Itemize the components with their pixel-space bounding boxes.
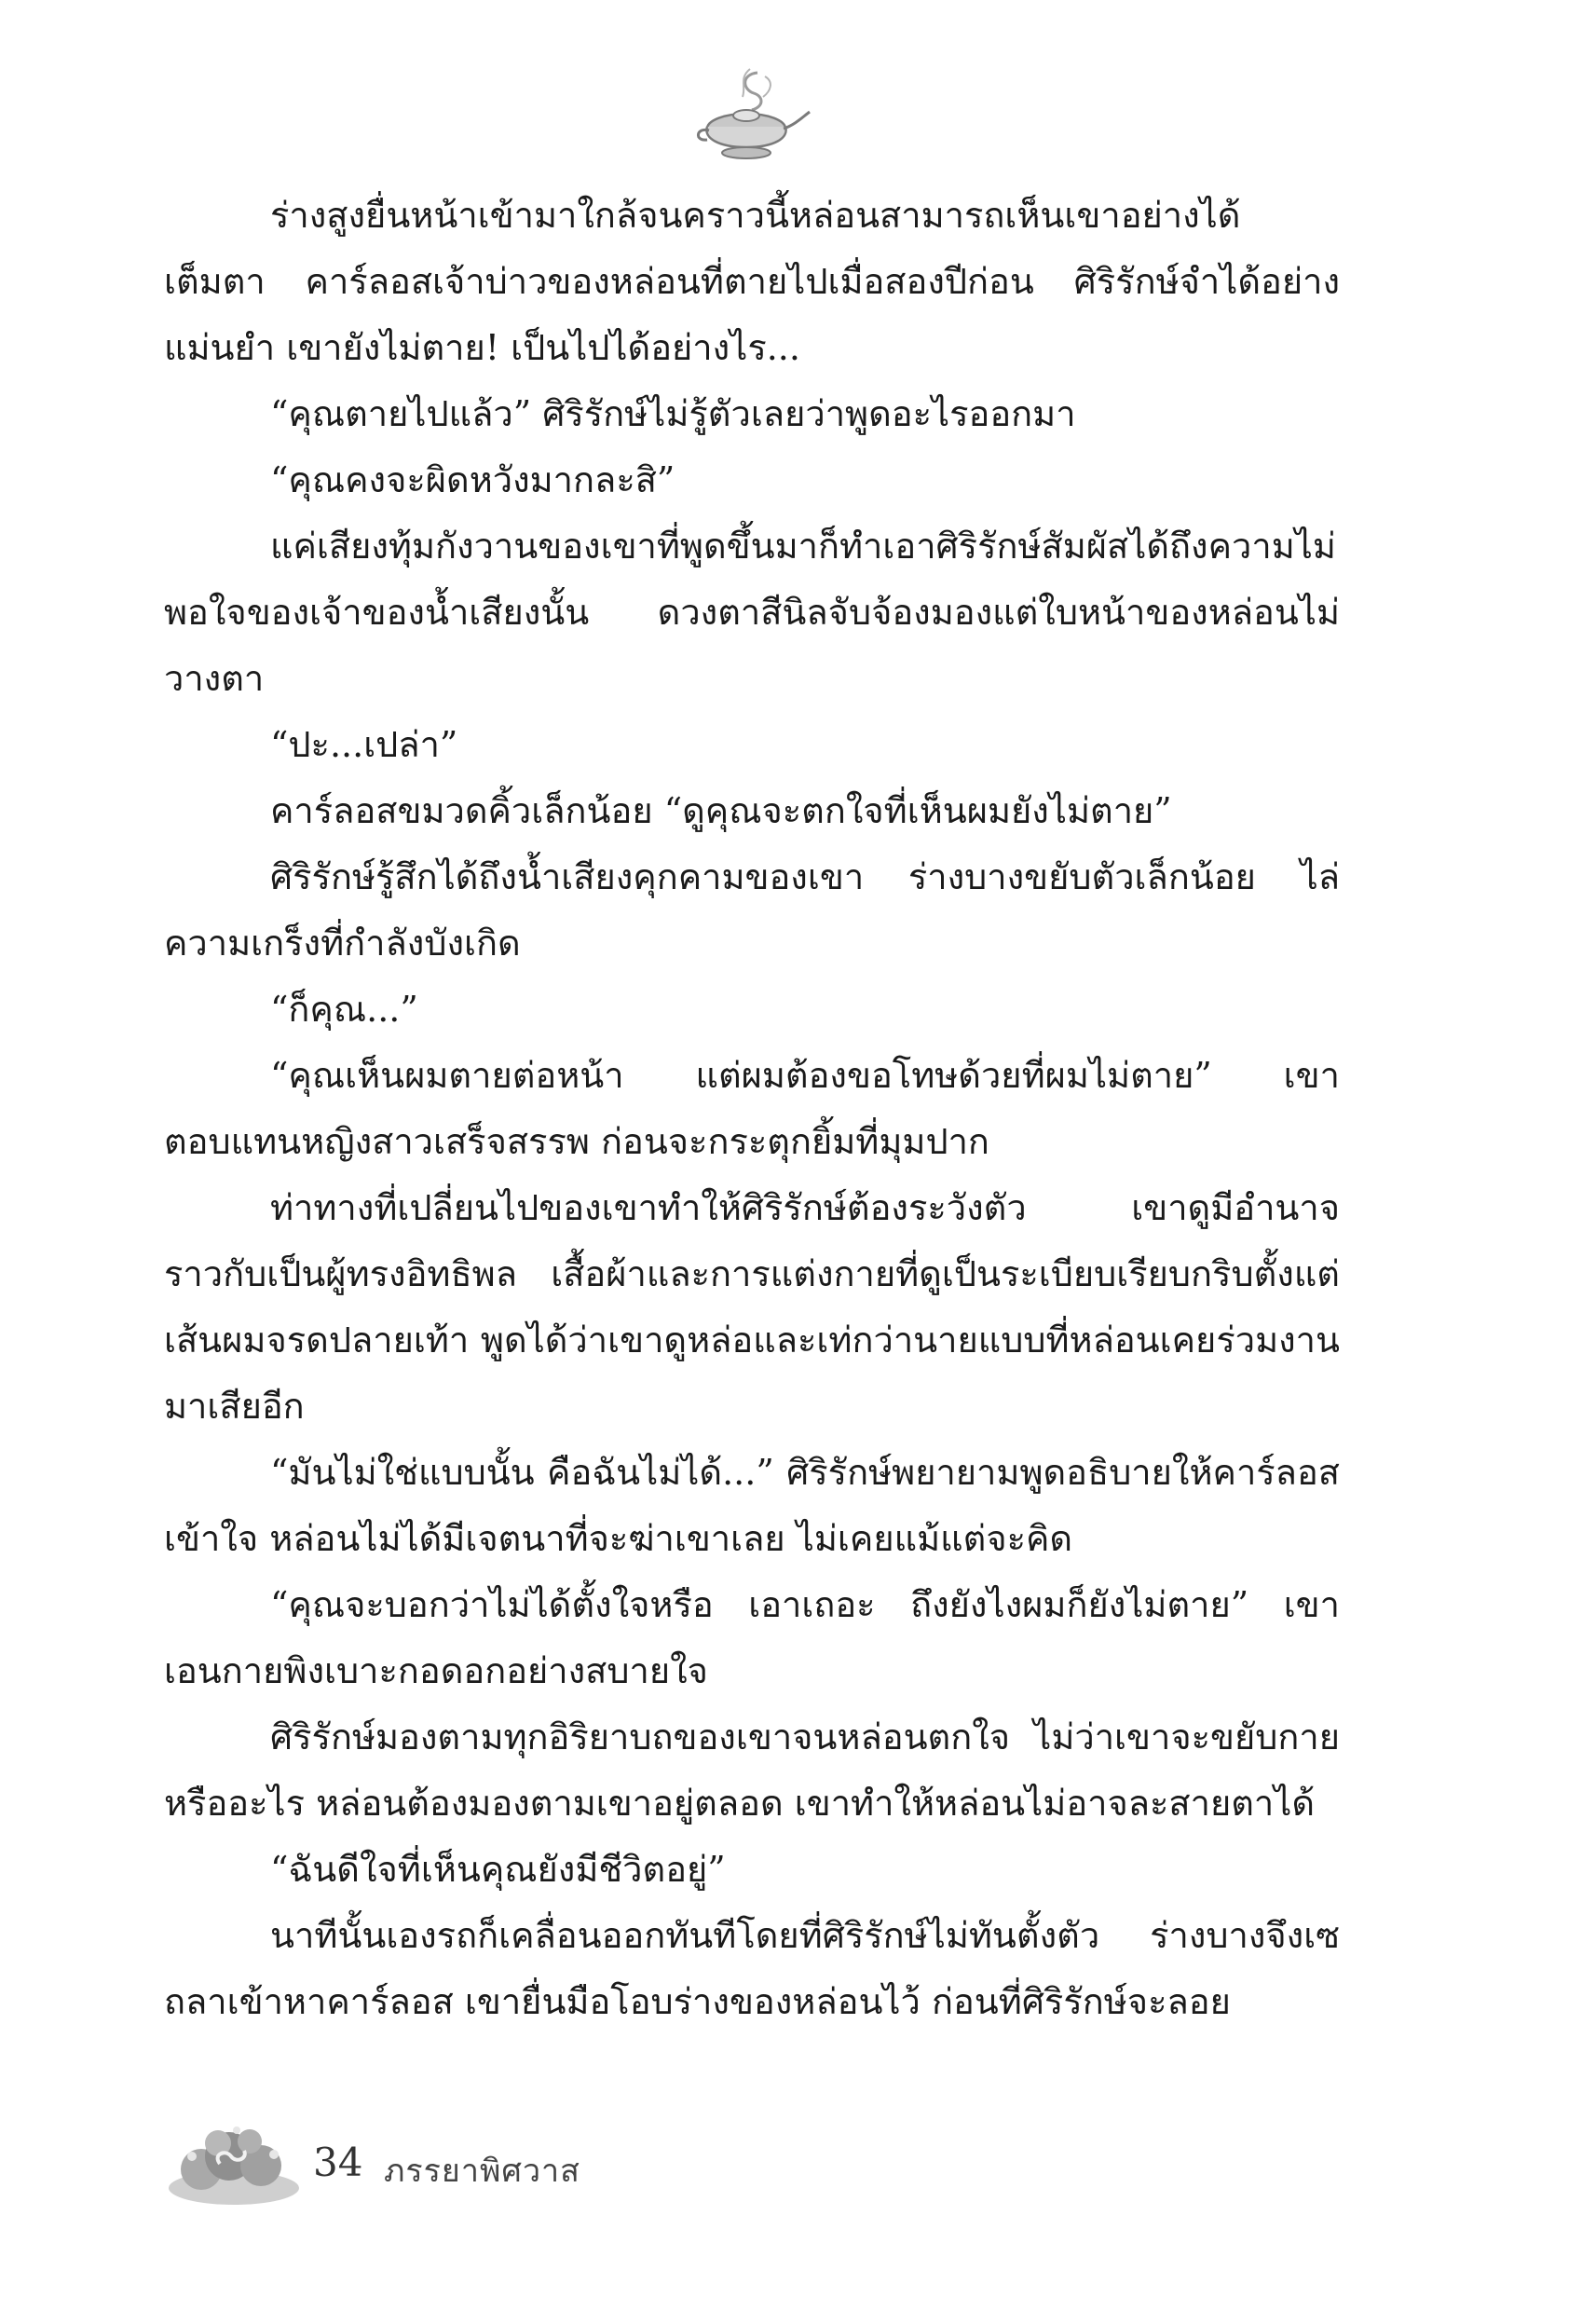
- paragraph: ท่าทางที่เปลี่ยนไปของเขาทำให้ศิริรักษ์ต้องระวังตัว เขาดูมีอำนาจราวกับเป็นผู้ทรงอิทธิพล เสื้อผ้าและการแต่งกายที่ดูเป็นระเบียบเรียบกริบตั้งแต่เส้นผมจรดปลายเท้า พูดได้ว่าเขาดูหล่อและเท่กว่านายแบบที่หล่อนเคยร่วมงานมาเสียอีก: [164, 1187, 1340, 1427]
- page-footer: [164, 2108, 909, 2210]
- paragraph: คาร์ลอสขมวดคิ้วเล็กน้อย “ดูคุณจะตกใจที่เห็นผมยังไม่ตาย”: [270, 790, 1172, 831]
- paragraph: “ปะ...เปล่า”: [270, 724, 458, 765]
- page-number: 34: [313, 2140, 363, 2185]
- paragraph: “คุณเห็นผมตายต่อหน้า แต่ผมต้องขอโทษด้วยที่ผมไม่ตาย” เขาตอบแทนหญิงสาวเสร็จสรรพ ก่อนจะกระตุกยิ้มที่มุมปาก: [164, 1055, 1340, 1162]
- paragraph: “มันไม่ใช่แบบนั้น คือฉันไม่ได้...” ศิริรักษ์พยายามพูดอธิบายให้คาร์ลอสเข้าใจ หล่อนไม่ได้มีเจตนาที่จะฆ่าเขาเลย ไม่เคยแม้แต่จะคิด: [164, 1452, 1340, 1559]
- paragraph: แค่เสียงทุ้มกังวานของเขาที่พูดขึ้นมาก็ทำเอาศิริรักษ์สัมผัสได้ถึงความไม่พอใจของเจ้าของน้ำเสียงนั้น ดวงตาสีนิลจับจ้องมองแต่ใบหน้าของหล่อนไม่วางตา: [164, 526, 1340, 699]
- paragraph: นาทีนั้นเองรถก็เคลื่อนออกทันทีโดยที่ศิริรักษ์ไม่ทันตั้งตัว ร่างบางจึงเซถลาเข้าหาคาร์ลอส เขายื่นมือโอบร่างของหล่อนไว้ ก่อนที่ศิริรักษ์จะลอย: [164, 1915, 1340, 2022]
- paragraph: “คุณจะบอกว่าไม่ได้ตั้งใจหรือ เอาเถอะ ถึงยังไงผมก็ยังไม่ตาย” เขาเอนกายพิงเบาะกอดอกอย่างสบายใจ: [164, 1584, 1340, 1691]
- genie-lamp-icon: [685, 65, 815, 168]
- paragraph: “ก็คุณ...”: [270, 989, 418, 1030]
- paragraph: ศิริรักษ์มองตามทุกอิริยาบถของเขาจนหล่อนตกใจ ไม่ว่าเขาจะขยับกายหรืออะไร หล่อนต้องมองตามเขาอยู่ตลอด เขาทำให้หล่อนไม่อาจละสายตาได้: [164, 1716, 1340, 1824]
- paragraph: “ฉันดีใจที่เห็นคุณยังมีชีวิตอยู่”: [270, 1849, 726, 1890]
- body-text: [164, 183, 1340, 2035]
- paragraph: “คุณคงจะผิดหวังมากละสิ”: [270, 459, 675, 500]
- paragraph: ศิริรักษ์รู้สึกได้ถึงน้ำเสียงคุกคามของเขา ร่างบางขยับตัวเล็กน้อย ไล่ความเกร็งที่กำลังบังเกิด: [164, 856, 1340, 964]
- paragraph: “คุณตายไปแล้ว” ศิริรักษ์ไม่รู้ตัวเลยว่าพูดอะไรออกมา: [270, 393, 1076, 434]
- paragraph: ร่างสูงยื่นหน้าเข้ามาใกล้จนคราวนี้หล่อนสามารถเห็นเขาอย่างได้เต็มตา คาร์ลอสเจ้าบ่าวของหล่อนที่ตายไปเมื่อสองปีก่อน ศิริรักษ์จำได้อย่างแม่นยำ เขายังไม่ตาย! เป็นไปได้อย่างไร...: [164, 195, 1340, 368]
- flower-bouquet-icon: [164, 2108, 304, 2210]
- book-title: ภรรยาพิศวาส: [384, 2153, 580, 2190]
